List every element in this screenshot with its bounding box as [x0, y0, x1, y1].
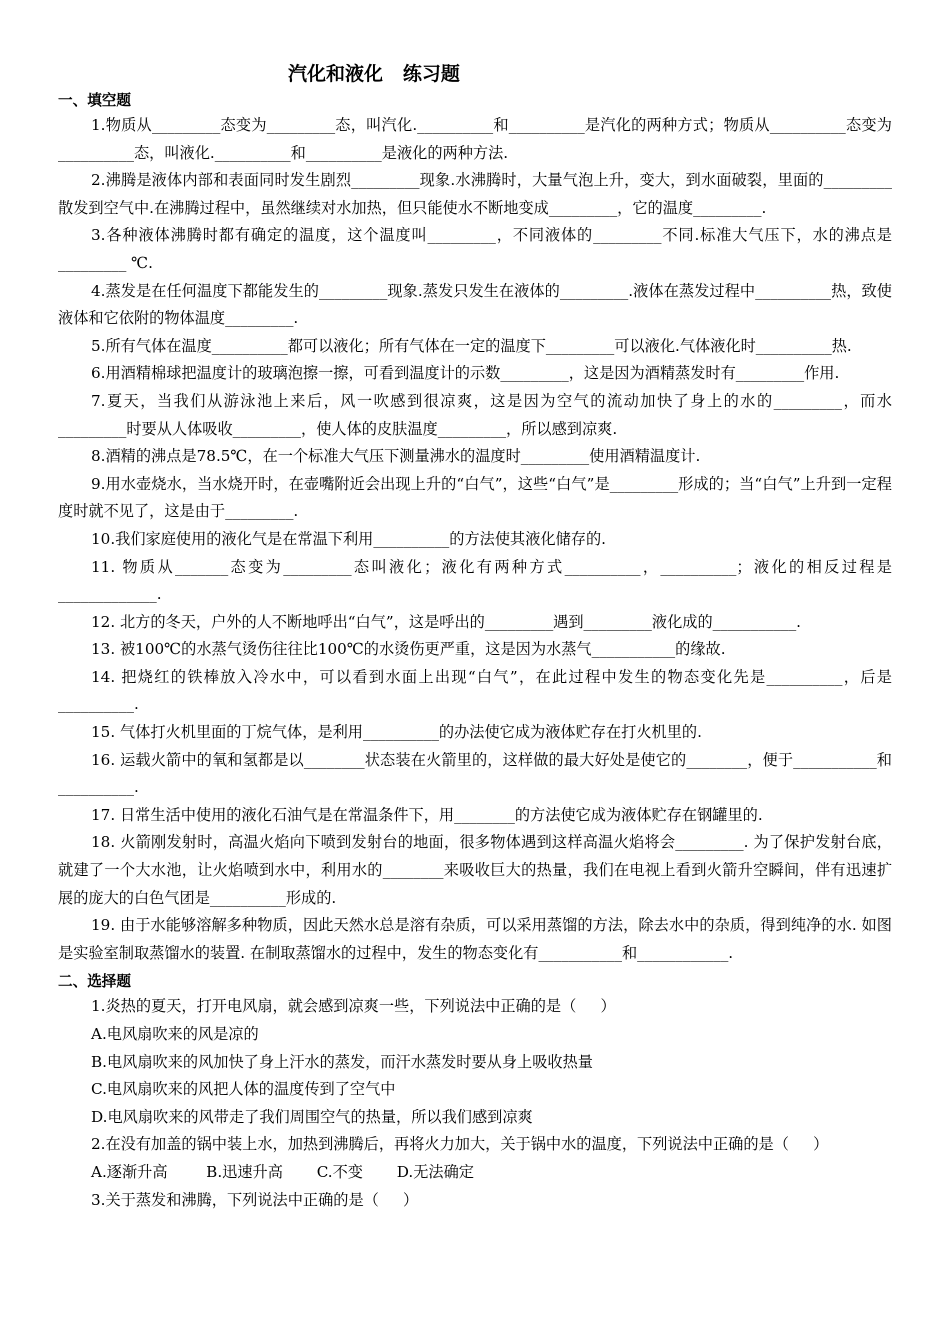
worksheet-title: 汽化和液化 练习题 [288, 63, 460, 85]
fill-question-16: 16. 运载火箭中的氧和氢都是以________状态装在火箭里的，这样做的最大好处是使它的________，便于___________和__________. [58, 750, 892, 797]
fill-question-1: 1.物质从_________态变为_________态，叫汽化.__________和__________是汽化的两种方式；物质从__________态变为__________态，叫液化.__________和__________是液化的两种方法. [58, 116, 892, 162]
section-heading-fill-in: 一、填空题 [58, 92, 131, 109]
choice-1-option-a: A.电风扇吹来的风是凉的 [91, 1025, 259, 1043]
choice-question-1: 1.炎热的夏天，打开电风扇，就会感到凉爽一些，下列说法中正确的是（ ） [91, 997, 616, 1016]
fill-question-9: 9.用水壶烧水，当水烧开时，在壶嘴附近会出现上升的“白气”，这些“白气”是_________形成的；当“白气”上升到一定程度时就不见了，这是由于_________. [58, 474, 892, 521]
choice-2-options: A.逐渐升高 B.迅速升高 C.不变 D.无法确定 [91, 1162, 474, 1181]
section-heading-multiple-choice: 二、选择题 [58, 973, 131, 991]
fill-question-13: 13. 被100℃的水蒸气烫伤往往比100℃的水烫伤更严重，这是因为水蒸气___________的缘故. [91, 640, 726, 659]
fill-question-15: 15. 气体打火机里面的丁烷气体，是利用__________的办法使它成为液体贮存在打火机里的. [91, 723, 702, 742]
choice-1-option-c: C.电风扇吹来的风把人体的温度传到了空气中 [91, 1080, 396, 1099]
fill-question-6: 6.用酒精棉球把温度计的玻璃泡擦一擦，可看到温度计的示数_________，这是因为酒精蒸发时有_________作用. [91, 364, 840, 383]
fill-question-12: 12. 北方的冬天，户外的人不断地呼出“白气”，这是呼出的_________遇到_________液化成的___________. [91, 612, 801, 631]
fill-question-3: 3.各种液体沸腾时都有确定的温度，这个温度叫_________，不同液体的_________不同.标准大气压下，水的沸点是_________ ℃. [58, 226, 892, 272]
fill-question-4: 4.蒸发是在任何温度下都能发生的_________现象.蒸发只发生在液体的_________.液体在蒸发过程中__________热，致使液体和它依附的物体温度_________. [58, 281, 892, 328]
fill-question-19: 19. 由于水能够溶解多种物质，因此天然水总是溶有杂质，可以采用蒸馏的方法，除去水中的杂质，得到纯净的水. 如图是实验室制取蒸馏水的装置. 在制取蒸馏水的过程中，发生的物态变化有___________和____________. [58, 916, 892, 962]
choice-1-option-d: D.电风扇吹来的风带走了我们周围空气的热量，所以我们感到凉爽 [91, 1107, 533, 1126]
fill-question-18: 18. 火箭刚发射时，高温火焰向下喷到发射台的地面，很多物体遇到这样高温火焰将会_________. 为了保护发射台底，就建了一个大水池，让火焰喷到水中，利用水的________来吸收巨大的热量，我们在电视上看到火箭升空瞬间，伴有迅速扩展的庞大的白色气团是__________形成的. [58, 833, 892, 907]
choice-question-2: 2.在没有加盖的锅中装上水，加热到沸腾后，再将火力加大，关于锅中水的温度，下列说法中正确的是（ ） [91, 1135, 829, 1154]
fill-question-14: 14. 把烧红的铁棒放入冷水中，可以看到水面上出现“白气”，在此过程中发生的物态变化先是__________，后是__________. [58, 667, 892, 714]
fill-question-8: 8.酒精的沸点是78.5℃，在一个标准大气压下测量沸水的温度时_________使用酒精温度计. [91, 447, 701, 466]
fill-question-10: 10.我们家庭使用的液化气是在常温下利用__________的方法使其液化储存的. [91, 529, 606, 548]
fill-question-17: 17. 日常生活中使用的液化石油气是在常温条件下，用________的方法使它成为液体贮存在钢罐里的. [91, 805, 763, 824]
fill-question-5: 5.所有气体在温度__________都可以液化；所有气体在一定的温度下_________可以液化.气体液化时__________热. [91, 336, 852, 355]
choice-1-option-b: B.电风扇吹来的风加快了身上汗水的蒸发，而汗水蒸发时要从身上吸收热量 [91, 1052, 593, 1071]
fill-question-7: 7.夏天，当我们从游泳池上来后，风一吹感到很凉爽，这是因为空气的流动加快了身上的水的_________，而水_________时要从人体吸收_________，使人体的皮肤温度_________，所以感到凉爽. [58, 391, 892, 438]
fill-question-2: 2.沸腾是液体内部和表面同时发生剧烈_________现象.水沸腾时，大量气泡上升，变大，到水面破裂，里面的_________散发到空气中.在沸腾过程中，虽然继续对水加热，但只能使水不断地变成_________，它的温度_________. [58, 171, 892, 217]
choice-question-3: 3.关于蒸发和沸腾，下列说法中正确的是（ ） [91, 1190, 419, 1209]
fill-question-11: 11. 物质从_______态变为_________态叫液化；液化有两种方式__________，__________；液化的相反过程是_____________. [58, 557, 892, 604]
